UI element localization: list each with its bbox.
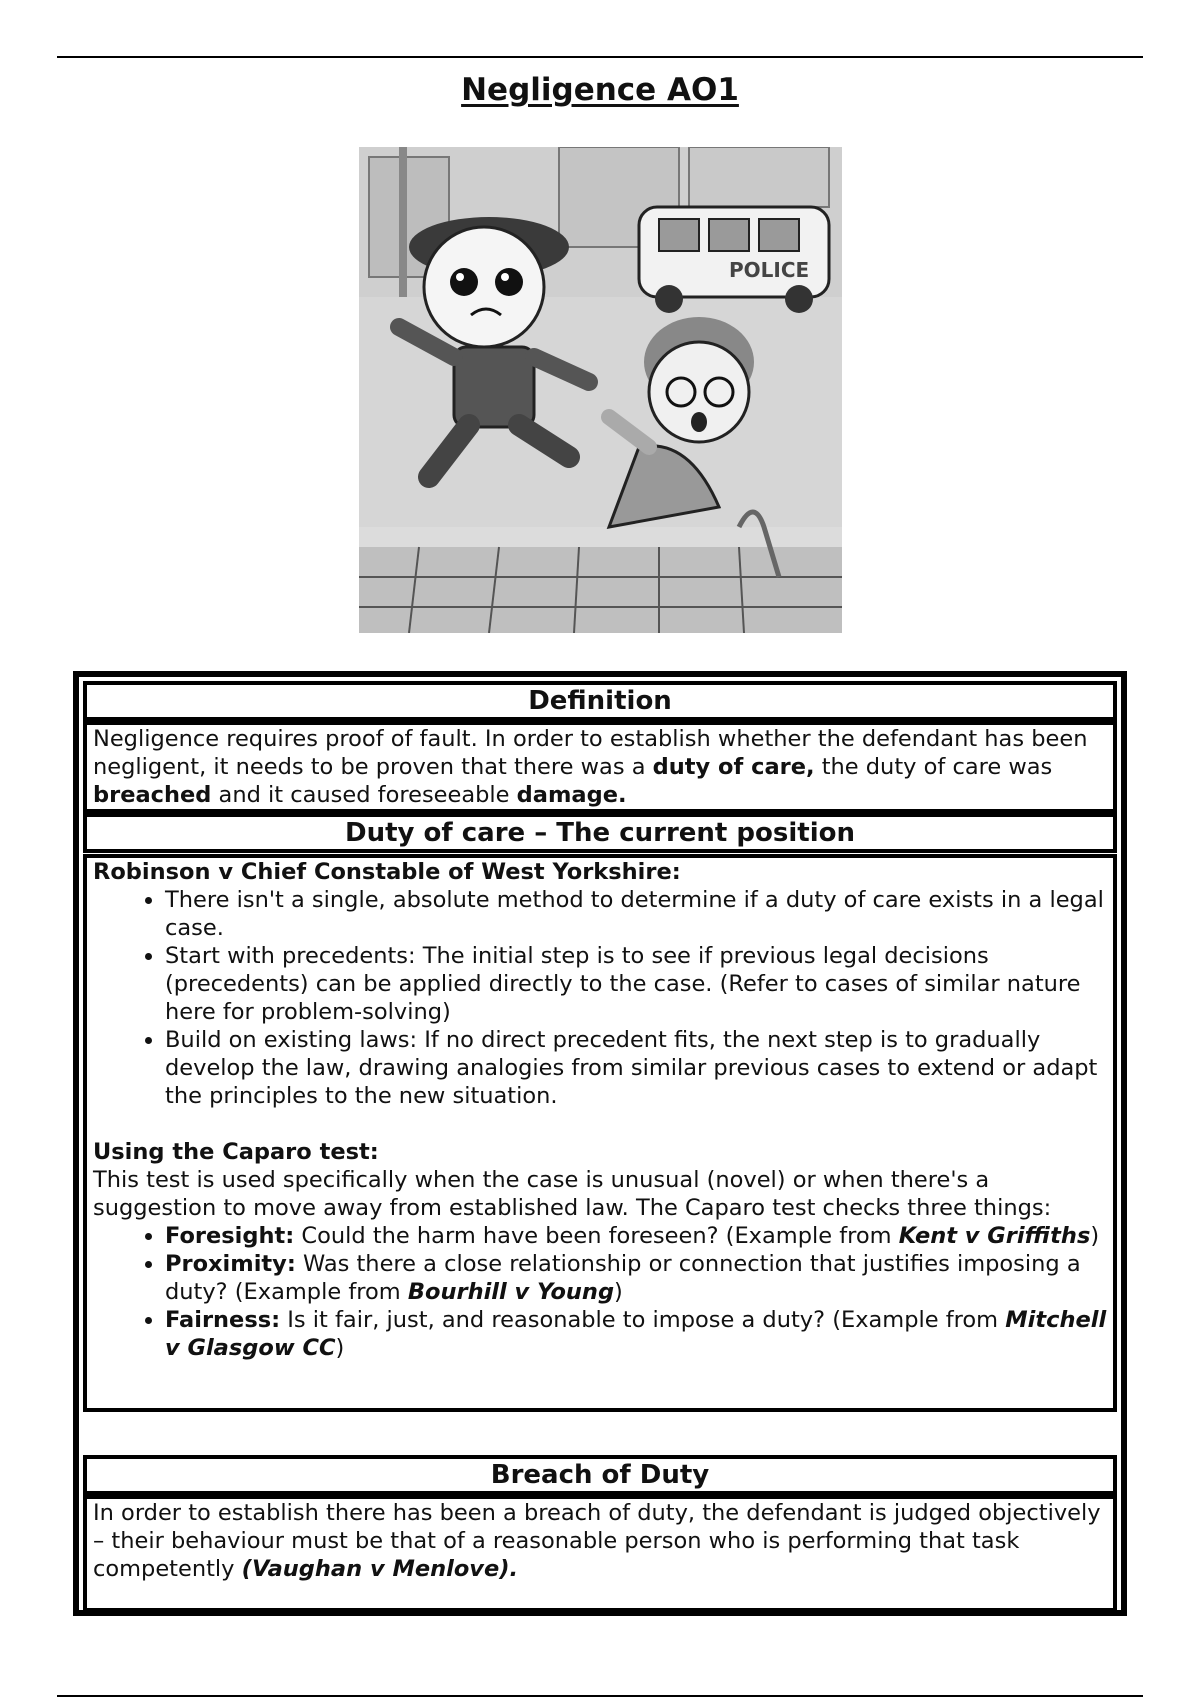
case-name: Bourhill v Young — [407, 1279, 615, 1305]
definition-text: the duty of care was — [814, 754, 1053, 780]
definition-term-damage: damage. — [516, 782, 627, 808]
caparo-label-proximity: Proximity: — [165, 1251, 296, 1277]
definition-text: Negligence requires proof of fault. In order to establish whether the defendant has been negligent, it needs to be proven that there was a — [93, 726, 1088, 780]
caparo-text: Is it fair, just, and reasonable to impose a duty? (Example from — [280, 1307, 1006, 1333]
breach-text: In order to establish there has been a breach of duty, the defendant is judged objectively – their behaviour must be that of a reasonable person who is performing that task competently — [93, 1500, 1101, 1582]
caparo-intro: This test is used specifically when the case is unusual (novel) or when there's a suggestion to move away from established law. The Caparo test checks three things: — [93, 1167, 1052, 1221]
breach-body — [83, 1495, 1117, 1612]
duty-body — [83, 854, 1117, 1412]
caparo-close: ) — [1090, 1223, 1100, 1249]
caparo-label-foresight: Foresight: — [165, 1223, 295, 1249]
case-name: Kent v Griffiths — [898, 1223, 1091, 1249]
caparo-close: ) — [335, 1335, 345, 1361]
duty-heading — [83, 813, 1117, 853]
caparo-list — [93, 1222, 1107, 1362]
notes-table — [73, 671, 1127, 1616]
duty-heading-text: Duty of care – The current position — [345, 818, 855, 848]
definition-heading-text: Definition — [528, 686, 672, 716]
definition-body — [83, 721, 1117, 813]
definition-term-breached: breached — [93, 782, 212, 808]
list-item — [165, 1306, 1107, 1362]
page-title: Negligence AO1 — [461, 72, 739, 108]
caparo-close: ) — [614, 1279, 623, 1305]
list-item: • There isn't a single, absolute method to determine if a duty of care exists in a legal case. — [165, 886, 1107, 942]
breach-heading — [83, 1455, 1117, 1495]
robinson-title: Robinson v Chief Constable of West Yorkshire: — [93, 859, 681, 885]
list-item — [165, 1250, 1107, 1306]
top-rule — [57, 56, 1143, 58]
caparo-label-fairness: Fairness: — [165, 1307, 281, 1333]
definition-term-duty: duty of care, — [652, 754, 815, 780]
list-item: • Build on existing laws: If no direct precedent fits, the next step is to gradually develop the law, drawing analogies from similar previous cases to extend or adapt the principles to the new situation. — [165, 1026, 1107, 1110]
case-name: (Vaughan v Menlove). — [241, 1556, 519, 1582]
list-item — [165, 1222, 1107, 1250]
police-officer-running-illustration — [359, 147, 842, 633]
robinson-list — [93, 886, 1107, 1110]
breach-heading-text: Breach of Duty — [490, 1460, 710, 1490]
svg-text:POLICE: POLICE — [729, 258, 810, 282]
caparo-title: Using the Caparo test: — [93, 1139, 379, 1165]
case-name: Mitchell v Glasgow CC — [165, 1307, 1107, 1361]
definition-heading — [83, 681, 1117, 721]
definition-text: and it caused foreseeable — [211, 782, 517, 808]
bottom-rule — [57, 1695, 1143, 1697]
caparo-text: Was there a close relationship or connection that justifies imposing a duty? (Example from — [165, 1251, 1081, 1305]
caparo-text: Could the harm have been foreseen? (Example from — [294, 1223, 899, 1249]
list-item: • Start with precedents: The initial step is to see if previous legal decisions (precedents) can be applied directly to the case. (Refer to cases of similar nature here for problem-solving) — [165, 942, 1107, 1026]
